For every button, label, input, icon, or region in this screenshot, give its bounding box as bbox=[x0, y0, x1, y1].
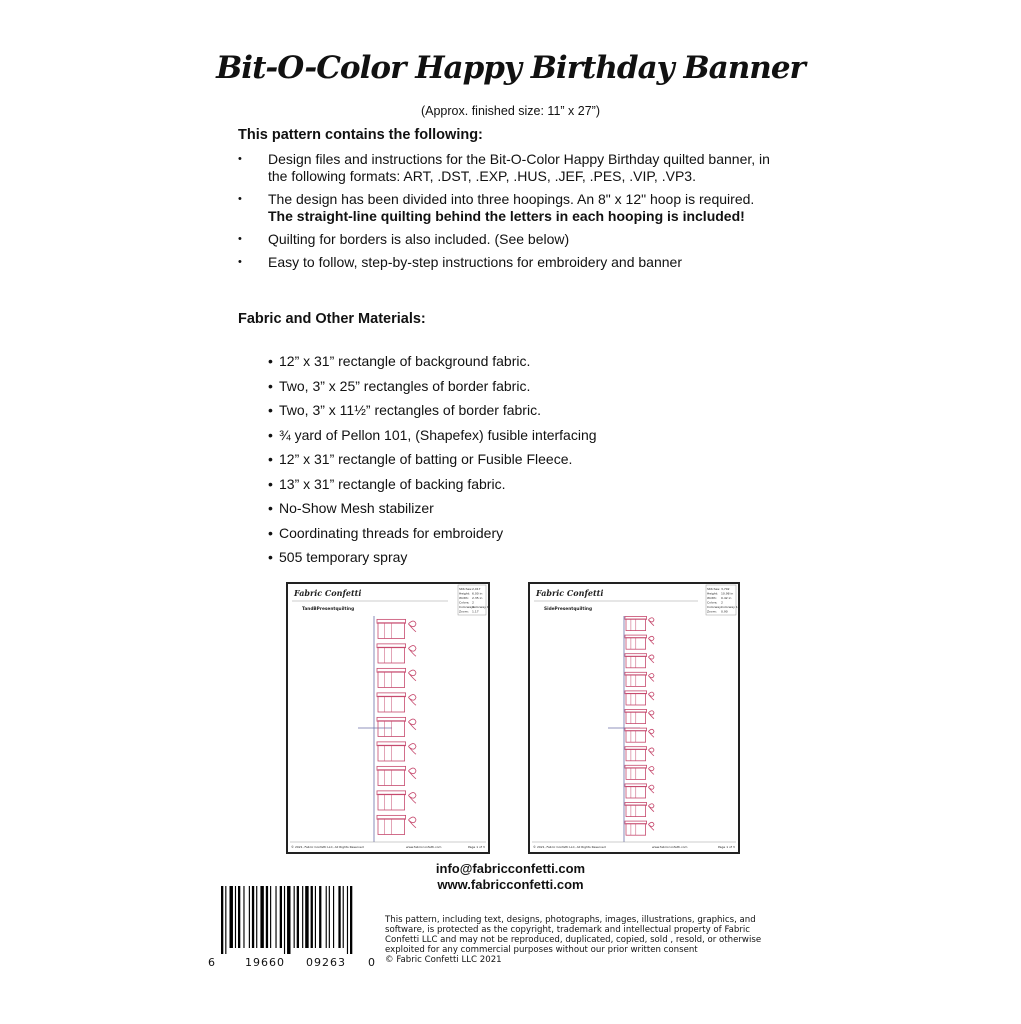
copyright-line: This pattern, including text, designs, photographs, images, illustrations, graphics, and bbox=[385, 915, 756, 925]
preview-spec-label: Width: bbox=[707, 596, 717, 600]
preview-spec-label: Width: bbox=[459, 596, 469, 600]
gift-box-outline bbox=[377, 742, 416, 761]
preview-footer-page: Page 1 of 3 bbox=[468, 845, 485, 849]
barcode-bar bbox=[243, 886, 244, 948]
barcode-bar bbox=[280, 886, 282, 948]
gift-outline-column bbox=[377, 619, 416, 834]
preview-footer-copyright: © 2021, Fabric Confetti LLC, All Rights Reserved bbox=[291, 845, 364, 849]
preview-spec-label: Colors: bbox=[459, 600, 470, 605]
materials-item: • ¾ yard of Pellon 101, (Shapefex) fusible interfacing bbox=[268, 426, 597, 443]
preview-footer-copyright: © 2021, Fabric Confetti LLC, All Rights Reserved bbox=[533, 845, 606, 849]
materials-item-text: 13” x 31” rectangle of backing fabric. bbox=[279, 475, 506, 492]
materials-list bbox=[268, 349, 597, 570]
gift-box-outline bbox=[377, 815, 416, 834]
materials-item: • Two, 3” x 25” rectangles of border fabric. bbox=[268, 377, 531, 394]
gift-box-outline bbox=[625, 709, 654, 723]
copyright-line: © Fabric Confetti LLC 2021 bbox=[385, 955, 502, 965]
materials-item: • 505 temporary spray bbox=[268, 549, 408, 565]
contact-email[interactable]: info@fabricconfetti.com bbox=[435, 861, 586, 876]
barcode-bar bbox=[225, 886, 226, 954]
barcode-bar bbox=[287, 886, 290, 954]
preview-spec-label: Colorway: bbox=[707, 605, 722, 609]
gift-box-outline bbox=[625, 747, 654, 761]
contents-item bbox=[238, 191, 798, 225]
materials-item-text: Two, 3” x 11½” rectangles of border fabric. bbox=[279, 402, 541, 418]
contents-item-text: • Easy to follow, step-by-step instructions for embroidery and banner bbox=[268, 254, 682, 270]
barcode-digit: 19660 bbox=[245, 956, 285, 969]
materials-item: • 12” x 31” rectangle of batting or Fusible Fleece. bbox=[268, 451, 573, 467]
gift-box-outline bbox=[377, 644, 416, 663]
preview-spec-label: Zoom: bbox=[459, 609, 469, 614]
materials-heading: Fabric and Other Materials: bbox=[238, 311, 426, 327]
barcode-digit: 0 bbox=[368, 956, 375, 969]
barcode-bar bbox=[319, 886, 321, 948]
preview-spec-value: 6.00 in bbox=[472, 591, 483, 596]
gift-box-outline bbox=[625, 784, 654, 798]
barcode-bar bbox=[238, 886, 240, 948]
preview-brand: Fabric Confetti bbox=[536, 588, 604, 598]
gift-box-outline bbox=[625, 691, 654, 705]
materials-item: • No-Show Mesh stabilizer bbox=[268, 500, 434, 516]
preview-spec-label: Height: bbox=[707, 591, 718, 596]
barcode-bar bbox=[347, 886, 348, 954]
gift-box-outline bbox=[377, 693, 416, 712]
contents-list bbox=[238, 151, 798, 277]
gift-box-outline bbox=[625, 821, 654, 835]
preview-spec-value: 10.98 in bbox=[721, 591, 734, 596]
preview-spec-label: Colorways: bbox=[459, 605, 476, 609]
contents-heading: This pattern contains the following: bbox=[238, 127, 483, 143]
barcode-digit: 6 bbox=[208, 956, 215, 969]
preview-spec-value: 3,702 bbox=[721, 587, 730, 591]
barcode-bar bbox=[284, 886, 285, 954]
barcode-bar bbox=[350, 886, 352, 954]
finished-size-note: (Approx. finished size: 11” x 27”) bbox=[420, 104, 600, 118]
preview-footer-page: Page 1 of 3 bbox=[718, 845, 735, 849]
gift-box-outline bbox=[625, 635, 654, 649]
preview-spec-label: Stitches: bbox=[459, 587, 473, 591]
copyright-line: Confetti LLC and may not be reproduced, duplicated, copied, sold , resold, or otherwise bbox=[385, 935, 762, 945]
page-title: Bit-O-Color Happy Birthday Banner bbox=[216, 50, 805, 86]
barcode-bar bbox=[256, 886, 257, 948]
barcode-bar bbox=[260, 886, 263, 948]
preview-spec-label: Stitches: bbox=[707, 587, 721, 591]
materials-item: • 12” x 31” rectangle of background fabric. bbox=[268, 353, 531, 369]
barcode-bar bbox=[266, 886, 268, 948]
preview-design-name: TandBPresentquilting bbox=[302, 607, 355, 612]
barcode-bar bbox=[329, 886, 330, 948]
preview-design-name: SidePresentquilting bbox=[544, 607, 593, 612]
materials-item-text: Two, 3” x 25” rectangles of border fabric. bbox=[279, 377, 531, 394]
gift-box-outline bbox=[625, 765, 654, 779]
preview-spec-label: Height: bbox=[459, 591, 470, 596]
contents-item bbox=[238, 151, 798, 185]
materials-item-text: 505 temporary spray bbox=[279, 549, 408, 565]
barcode-bar bbox=[235, 886, 236, 948]
barcode-bar bbox=[252, 886, 254, 948]
barcode-bar bbox=[294, 886, 295, 948]
copyright-line: software, is protected as the copyright, trademark and intellectual property of Fabric bbox=[385, 925, 750, 935]
barcode-digit: 09263 bbox=[306, 956, 346, 969]
materials-item: • 13” x 31” rectangle of backing fabric. bbox=[268, 475, 506, 492]
gift-box-outline bbox=[625, 728, 654, 742]
barcode-bar bbox=[297, 886, 299, 948]
contents-item-text-bold: The straight-line quilting behind the letters in each hooping is included! bbox=[268, 208, 745, 224]
contents-item-text: the following formats: ART, .DST, .EXP, .HUS, .JEF, .PES, .VIP, .VP3. bbox=[268, 168, 696, 184]
gift-box-outline bbox=[377, 717, 416, 736]
preview-spec-value: Colorway 1 bbox=[721, 605, 738, 609]
gift-outline-column bbox=[625, 616, 654, 835]
materials-item: • Coordinating threads for embroidery bbox=[268, 524, 504, 541]
barcode-image bbox=[219, 886, 379, 956]
design-preview-sheet bbox=[528, 582, 740, 854]
barcode-bar bbox=[270, 886, 271, 948]
preview-spec-value: 0.90 bbox=[721, 609, 728, 614]
materials-item-text: ¾ yard of Pellon 101, (Shapefex) fusible interfacing bbox=[279, 426, 597, 443]
materials-item: • Two, 3” x 11½” rectangles of border fabric. bbox=[268, 402, 541, 418]
preview-spec-value: 2 bbox=[472, 600, 474, 605]
gift-box-outline bbox=[625, 672, 654, 686]
barcode-bar bbox=[315, 886, 316, 948]
materials-item-text: No-Show Mesh stabilizer bbox=[279, 500, 434, 516]
barcode-bar bbox=[326, 886, 327, 948]
preview-spec-label: Colors: bbox=[707, 600, 718, 605]
materials-item-text: 12” x 31” rectangle of batting or Fusible Fleece. bbox=[279, 451, 573, 467]
gift-box-outline bbox=[625, 654, 654, 668]
barcode-bar bbox=[249, 886, 250, 948]
preview-brand: Fabric Confetti bbox=[294, 588, 362, 598]
preview-spec-value: 0.42 in bbox=[721, 596, 732, 600]
copyright-notice bbox=[385, 915, 785, 965]
gift-box-outline bbox=[625, 616, 654, 630]
gift-box-outline bbox=[377, 619, 416, 638]
contents-item bbox=[238, 231, 798, 248]
gift-box-outline bbox=[625, 802, 654, 816]
preview-spec-value: 2 bbox=[721, 600, 723, 605]
copyright-line: exploited for any commercial purposes without our prior written consent bbox=[385, 945, 698, 955]
barcode-bar bbox=[338, 886, 340, 948]
contents-item-text: • The design has been divided into three hoopings. An 8" x 12" hoop is required. bbox=[268, 191, 755, 207]
preview-spec-value: 2.35 in bbox=[472, 596, 483, 600]
gift-box-outline bbox=[377, 766, 416, 785]
barcode-bar bbox=[221, 886, 223, 954]
materials-item-text: Coordinating threads for embroidery bbox=[279, 524, 504, 541]
barcode-bar bbox=[305, 886, 308, 948]
barcode-bar bbox=[311, 886, 313, 948]
contents-item-text: • Quilting for borders is also included. (See below) bbox=[268, 231, 570, 247]
contents-item bbox=[238, 254, 798, 271]
design-preview-1 bbox=[288, 584, 488, 852]
barcode-bar bbox=[275, 886, 276, 948]
preview-spec-value: 1.17 bbox=[472, 609, 479, 614]
barcode-bar bbox=[302, 886, 303, 948]
preview-footer-url: www.fabricconfetti.com bbox=[652, 845, 688, 849]
preview-spec-label: Zoom: bbox=[707, 609, 717, 614]
contact-website[interactable]: www.fabricconfetti.com bbox=[437, 877, 584, 892]
barcode-bar bbox=[230, 886, 233, 948]
barcode-bar bbox=[333, 886, 334, 948]
barcode-bar bbox=[343, 886, 344, 948]
gift-box-outline bbox=[377, 668, 416, 687]
preview-spec-value: 2,017 bbox=[472, 587, 481, 591]
preview-footer-url: www.fabricconfetti.com bbox=[406, 845, 442, 849]
materials-item-text: 12” x 31” rectangle of background fabric. bbox=[279, 353, 531, 369]
preview-spec-value: Colorway 1 bbox=[472, 605, 488, 609]
design-preview-2 bbox=[530, 584, 738, 852]
gift-box-outline bbox=[377, 791, 416, 810]
design-preview-sheet bbox=[286, 582, 490, 854]
contents-item-text: • Design files and instructions for the Bit-O-Color Happy Birthday quilted banner, in bbox=[268, 151, 770, 167]
